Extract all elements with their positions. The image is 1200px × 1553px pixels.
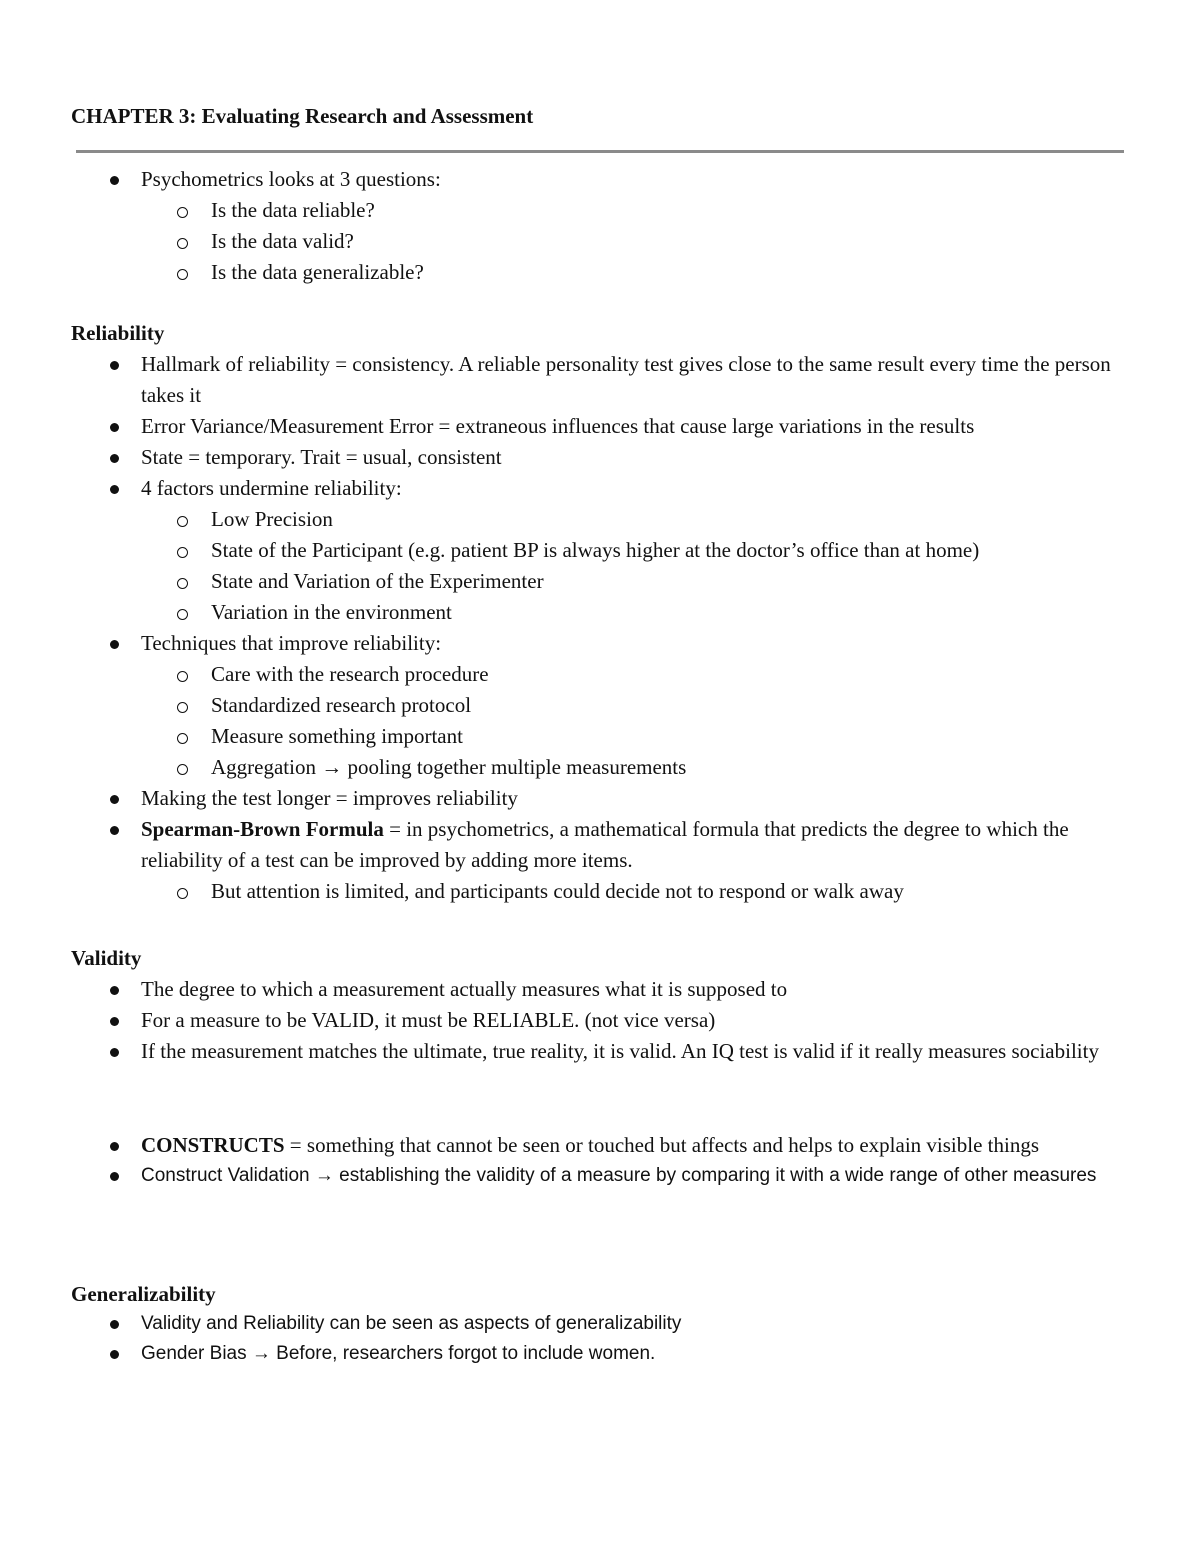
bullet-icon (110, 1048, 119, 1057)
circle-bullet-icon (177, 516, 188, 527)
bullet-icon (110, 454, 119, 463)
list-item-text: Making the test longer = improves reliability (141, 786, 518, 810)
list-item-text: The degree to which a measurement actually measures what it is supposed to (141, 977, 788, 1001)
list-item (0, 1339, 1200, 1369)
term-label: CONSTRUCTS (141, 1133, 285, 1157)
list-item-text: State = temporary. Trait = usual, consistent (141, 445, 502, 469)
bullet-icon (110, 826, 119, 835)
sub-list-item (0, 752, 1200, 783)
term-label: Spearman-Brown Formula (141, 817, 384, 841)
horizontal-rule (76, 150, 1124, 153)
bullet-icon (110, 640, 119, 649)
sub-list-item-text: Is the data valid? (211, 229, 354, 253)
circle-bullet-icon (177, 269, 188, 280)
bullet-icon (110, 1320, 119, 1329)
sub-list-item-text: But attention is limited, and participants could decide not to respond or walk away (211, 879, 904, 903)
sub-list-item-text: State of the Participant (e.g. patient BP is always higher at the doctor’s office than at home) (211, 538, 980, 562)
sub-list-item-text: Care with the research procedure (211, 662, 489, 686)
list-item-text: Psychometrics looks at 3 questions: (141, 167, 441, 191)
list-item-text: = something that cannot be seen or touched but affects and helps to explain visible things (284, 1133, 1039, 1157)
list-item-text: If the measurement matches the ultimate, true reality, it is valid. An IQ test is valid if it really measures sociability (141, 1039, 1099, 1063)
list-item-text: Error Variance/Measurement Error = extraneous influences that cause large variations in the results (141, 414, 975, 438)
circle-bullet-icon (177, 733, 188, 744)
bullet-icon (110, 361, 119, 370)
circle-bullet-icon (177, 888, 188, 899)
bullet-icon (110, 1172, 119, 1181)
circle-bullet-icon (177, 238, 188, 249)
list-item-text: 4 factors undermine reliability: (141, 476, 402, 500)
bullet-icon (110, 795, 119, 804)
list-item-text: Hallmark of reliability = consistency. A reliable personality test gives close to the same result every time the person takes it (141, 352, 1111, 407)
intro-section (0, 164, 1200, 288)
circle-bullet-icon (177, 764, 188, 775)
circle-bullet-icon (177, 671, 188, 682)
document-title: CHAPTER 3: Evaluating Research and Assessment (71, 104, 534, 128)
list-item (0, 473, 1200, 504)
list-item-text: For a measure to be VALID, it must be RELIABLE. (not vice versa) (141, 1008, 716, 1032)
section-heading: Reliability (71, 321, 165, 345)
bullet-icon (110, 1142, 119, 1151)
list-item (0, 783, 1200, 814)
list-item-text: Techniques that improve reliability: (141, 631, 442, 655)
sub-list-item (0, 226, 1200, 257)
bullet-icon (110, 423, 119, 432)
circle-bullet-icon (177, 207, 188, 218)
sub-list-item-text: Is the data generalizable? (211, 260, 424, 284)
sub-list-item-text: Is the data reliable? (211, 198, 375, 222)
sub-list-item (0, 535, 1200, 566)
section-heading: Generalizability (71, 1282, 216, 1306)
list-item (0, 411, 1200, 442)
sub-list-item (0, 257, 1200, 288)
bullet-icon (110, 1350, 119, 1359)
list-item (0, 349, 1200, 411)
list-item (0, 442, 1200, 473)
sub-list-item (0, 566, 1200, 597)
list-item-text: Construct Validation → establishing the validity of a measure by comparing it with a wide range of other measures (141, 1165, 1097, 1186)
circle-bullet-icon (177, 547, 188, 558)
sub-list-item-text: Aggregation → pooling together multiple measurements (211, 755, 687, 779)
sub-list-item-text: Standardized research protocol (211, 693, 472, 717)
sub-list-item (0, 721, 1200, 752)
sub-list-item-text: Measure something important (211, 724, 463, 748)
sub-list-item (0, 876, 1200, 907)
circle-bullet-icon (177, 578, 188, 589)
section-heading: Validity (71, 946, 142, 970)
list-item (0, 1309, 1200, 1339)
list-item (0, 628, 1200, 659)
list-item (0, 1036, 1200, 1067)
circle-bullet-icon (177, 609, 188, 620)
sub-list-item (0, 597, 1200, 628)
list-item (0, 1005, 1200, 1036)
sub-list-item-text: State and Variation of the Experimenter (211, 569, 544, 593)
list-item-text: Gender Bias → Before, researchers forgot to include women. (141, 1343, 656, 1364)
sub-list-item-text: Low Precision (211, 507, 333, 531)
sub-list-item (0, 504, 1200, 535)
bullet-icon (110, 1017, 119, 1026)
list-item (0, 164, 1200, 195)
bullet-icon (110, 176, 119, 185)
list-item-text: Validity and Reliability can be seen as aspects of generalizability (141, 1313, 682, 1334)
bullet-icon (110, 485, 119, 494)
sub-list-item-text: Variation in the environment (211, 600, 452, 624)
list-item (0, 974, 1200, 1005)
bullet-icon (110, 986, 119, 995)
list-item (0, 814, 1200, 876)
sub-list-item (0, 659, 1200, 690)
list-item (0, 1161, 1200, 1191)
list-item (0, 1130, 1200, 1161)
sub-list-item (0, 195, 1200, 226)
list-item-text: = in psychometrics, a mathematical formula that predicts the degree to which the reliability of a test can be improved by adding more items. (141, 817, 1069, 872)
circle-bullet-icon (177, 702, 188, 713)
sub-list-item (0, 690, 1200, 721)
